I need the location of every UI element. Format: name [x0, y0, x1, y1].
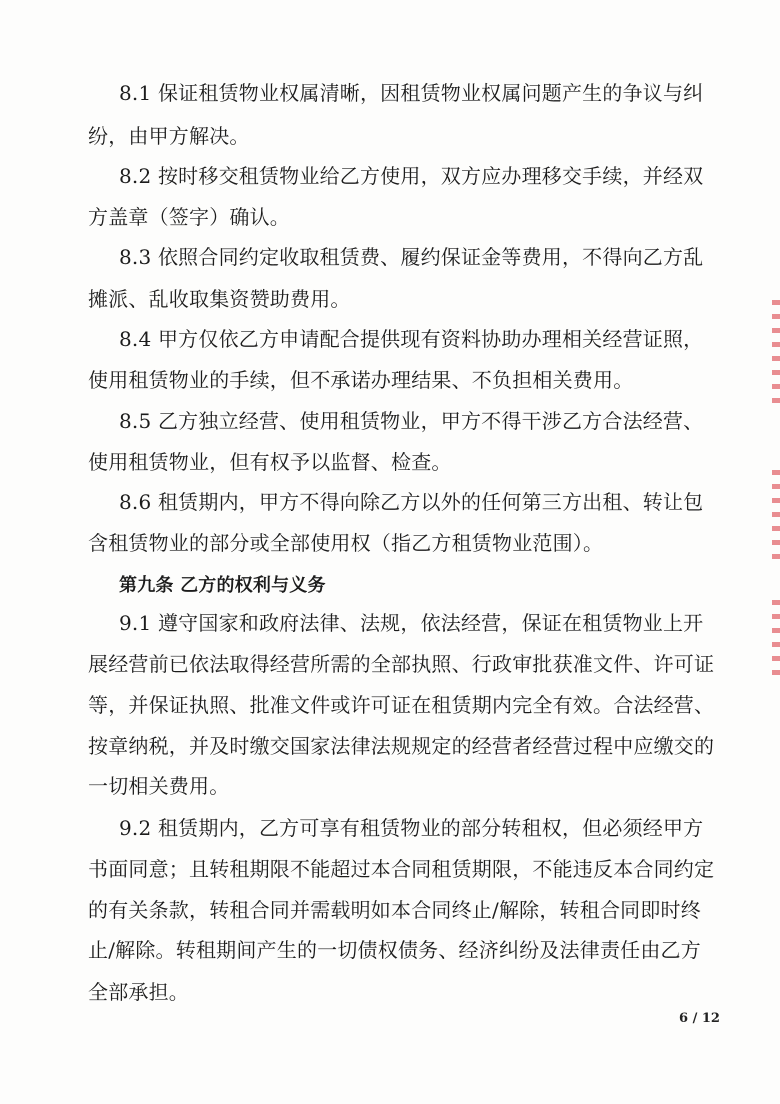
seal-edge-mark-top	[772, 300, 780, 410]
clause-8-5-line-1: 8.5 乙方独立经营、使用租赁物业，甲方不得干涉乙方合法经营、	[119, 409, 704, 433]
seal-edge-mark-bottom	[772, 600, 780, 680]
clause-9-2-line-2: 书面同意；且转租期限不能超过本合同租赁期限，不能违反本合同约定	[88, 857, 715, 881]
clause-9-2-line-3: 的有关条款，转租合同并需载明如本合同终止/解除，转租合同即时终	[88, 898, 701, 922]
clause-9-1-line-4: 按章纳税，并及时缴交国家法律法规规定的经营者经营过程中应缴交的	[88, 734, 715, 758]
clause-8-1-line-1: 8.1 保证租赁物业权属清晰，因租赁物业权属问题产生的争议与纠	[119, 81, 704, 105]
clause-8-6-line-2: 含租赁物业的部分或全部使用权（指乙方租赁物业范围）。	[88, 531, 604, 555]
clause-9-2-line-5: 全部承担。	[88, 980, 189, 1004]
clause-8-5-line-2: 使用租赁物业，但有权予以监督、检查。	[88, 450, 452, 474]
clause-8-2-line-1: 8.2 按时移交租赁物业给乙方使用，双方应办理移交手续，并经双	[119, 164, 704, 188]
article-9-heading: 第九条 乙方的权利与义务	[119, 575, 326, 596]
clause-8-1-line-2: 纷，由甲方解决。	[88, 124, 250, 148]
clause-9-2-line-1: 9.2 租赁期内，乙方可享有租赁物业的部分转租权，但必须经甲方	[119, 816, 704, 840]
clause-9-1-line-2: 展经营前已依法取得经营所需的全部执照、行政审批获准文件、许可证	[88, 652, 715, 676]
clause-8-3-line-2: 摊派、乱收取集资赞助费用。	[88, 287, 351, 311]
clause-8-4-line-1: 8.4 甲方仅依乙方申请配合提供现有资料协助办理相关经营证照，	[119, 327, 704, 351]
clause-8-4-line-2: 使用租赁物业的手续，但不承诺办理结果、不负担相关费用。	[88, 368, 634, 392]
clause-9-1-line-5: 一切相关费用。	[88, 774, 230, 798]
clause-9-1-line-1: 9.1 遵守国家和政府法律、法规，依法经营，保证在租赁物业上开	[119, 611, 704, 635]
clause-9-2-line-4: 止/解除。转租期间产生的一切债权债务、经济纠纷及法律责任由乙方	[88, 938, 701, 962]
clause-9-1-line-3: 等，并保证执照、批准文件或许可证在租赁期内完全有效。合法经营、	[88, 693, 715, 717]
clause-8-6-line-1: 8.6 租赁期内，甲方不得向除乙方以外的任何第三方出租、转让包	[119, 490, 704, 514]
clause-8-2-line-2: 方盖章（签字）确认。	[88, 205, 290, 229]
clause-8-3-line-1: 8.3 依照合同约定收取租赁费、履约保证金等费用，不得向乙方乱	[119, 245, 704, 269]
seal-edge-mark-middle	[772, 470, 780, 560]
page-number: 6 / 12	[679, 1011, 720, 1026]
